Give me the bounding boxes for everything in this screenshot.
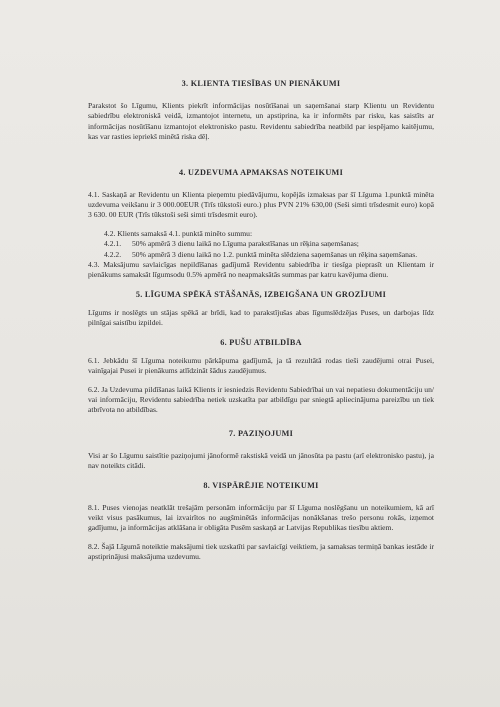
- section-7-heading: 7. PAZIŅOJUMI: [228, 428, 294, 438]
- clause-8-2: 8.2. Šajā Līgumā noteiktie maksājumi tiek uzskatīti par savlaicīgi veiktiem, ja samaksas termiņā bankas iestāde ir apstiprinājusi maksājuma uzdevumu.: [88, 541, 434, 562]
- clause-4-2: 4.2. Klients samaksā 4.1. punktā minēto summu:: [104, 228, 253, 238]
- clause-6-1: 6.1. Jebkādu šī Līguma noteikumu pārkāpuma gadījumā, ja tā rezultātā rodas tieši zaudējumi otrai Pusei, vainīgajai Pusei ir pienākums atlīdzināt šādus zaudējumus.: [88, 355, 434, 376]
- section-4-heading: 4. UZDEVUMA APMAKSAS NOTEIKUMI: [178, 167, 344, 177]
- clause-4-2-2: [88, 250, 434, 260]
- clause-6-2: 6.2. Ja Uzdevuma pildīšanas laikā Klients ir iesniedzis Revidentu Sabiedrībai un vai nepatiesu dokumentāciju un/ vai informāciju, Revidentu sabiedrība netiek uzskatīta par atbildīgu par sniegtā apliecinājuma pareizību un tiek atbrīvota no atbildības.: [88, 384, 434, 415]
- section-7-paragraph: Visi ar šo Līgumu saistītie paziņojumi jānoformē rakstiskā veidā un jānosūta pa pastu (arī elektronisko pastu), ja nav noteikts citādi.: [88, 450, 434, 471]
- clause-4-1: 4.1. Saskaņā ar Revidentu un Klienta pieņemtu piedāvājumu, kopējās izmaksas par šī Līguma 1.punktā minēta uzdevuma veikšanu ir 3 000.00EUR (Trīs tūkstoši euro.) plus PVN 21% 630,00 (Seši simti trīsdesmit euro) kopā 3 630. 00 EUR (Trīs tūkstoši seši simti trīsdesmit euro).: [88, 189, 434, 220]
- clause-4-3: 4.3. Maksājumu savlaicīgas nepildīšanas gadījumā Revidentu sabiedrība ir tiesīga pieprasīt un Klientam ir pienākums samaksāt līgumsodu 0.5% apmērā no neapmaksātās summas par katru kavējuma dienu.: [88, 260, 434, 280]
- section-3-paragraph: Parakstot šo Līgumu, Klients piekrīt informācijas nosūtīšanai un saņemšanai starp Klientu un Revidentu sabiedrību elektroniskā veidā, izmantojot internetu, un apstiprina, ka ir informēts par risku, kas saistīts ar informācijas nosūtīšanu izmantojot elektronisko pastu. Revidentu sabiedrība neatbild par iespējamo kaitējumu, kas var rasties iepriekš minētā riska dēļ.: [88, 101, 434, 142]
- section-5-paragraph: Līgums ir noslēgts un stājas spēkā ar brīdi, kad to parakstījušas abas līgumslēdzējas Puses, un darbojas līdz pilnīgai saistību izpildei.: [88, 307, 434, 328]
- section-6-heading: 6. PUŠU ATBILDĪBA: [220, 337, 302, 347]
- clause-text: 50% apmērā 3 dienu laikā no Līguma parakstīšanas un rēķina saņemšanas;: [132, 239, 359, 249]
- section-3-heading: 3. KLIENTA TIESĪBAS UN PIENĀKUMI: [181, 79, 341, 88]
- clause-number: 4.2.2.: [104, 249, 122, 259]
- section-5-heading: 5. LĪGUMA SPĒKĀ STĀŠANĀS, IZBEIGŠANA UN GROZĪJUMI: [135, 289, 387, 299]
- clause-8-1: 8.1. Puses vienojas neatklāt trešajām personām informāciju par šī Līguma noslēgšanu un noteikumiem, kā arī veikt visus pasākumus, lai izvairītos no augšminētās informācijas nonākšanas trešo personu rokās, izņemot gadījumu, ja informācijas atklāšana ir obligāta Pusēm saskaņā ar Latvijas Republikas tiesību aktiem.: [88, 502, 434, 533]
- clause-4-2-1: [88, 239, 434, 249]
- clause-text: 50% apmērā 3 dienu laikā no 1.2. punktā minēta slēdziena saņemšanas un rēķina saņemšanas.: [132, 249, 418, 259]
- document-body: [88, 78, 434, 563]
- clause-number: 4.2.1.: [104, 239, 122, 249]
- section-8-heading: 8. VISPĀRĒJIE NOTEIKUMI: [203, 480, 319, 490]
